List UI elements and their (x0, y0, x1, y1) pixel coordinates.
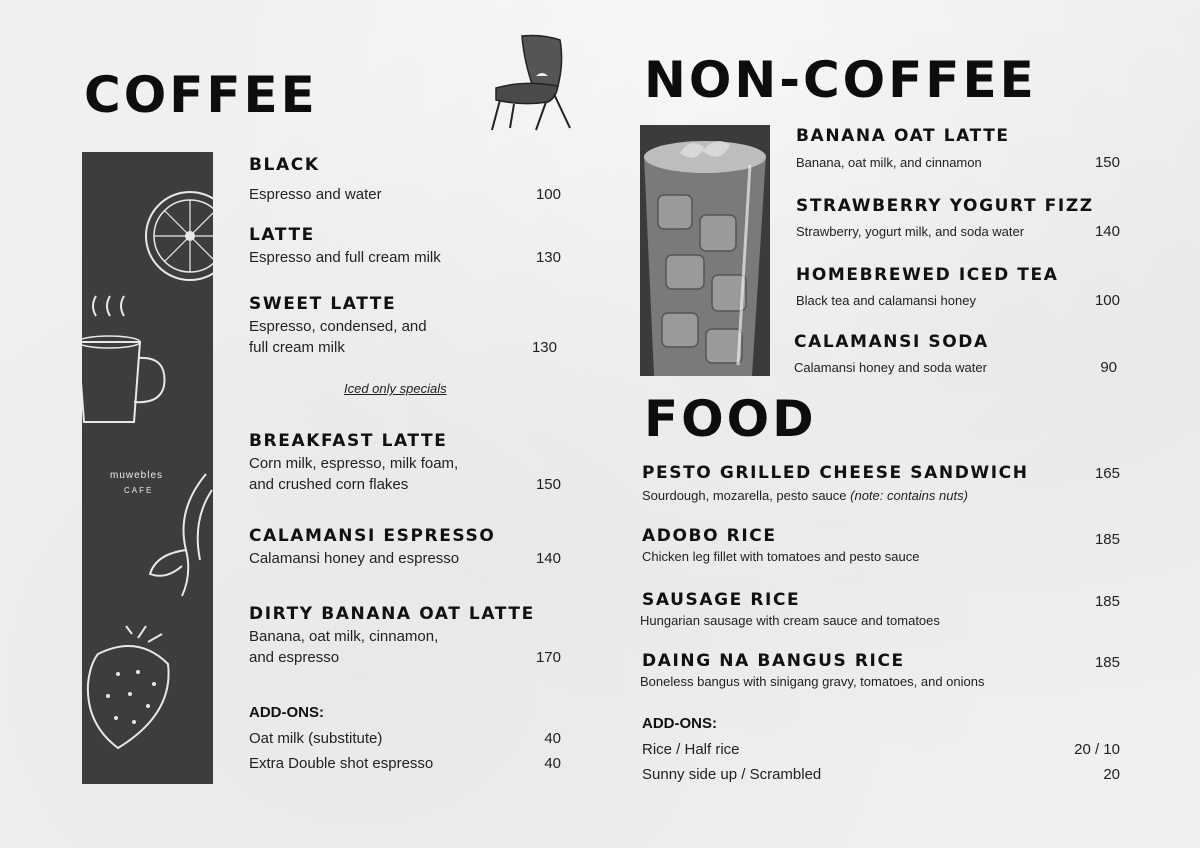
menu-item-name: DAING NA BANGUS RICE (642, 651, 905, 671)
menu-item-price: 140 (1094, 223, 1120, 240)
addon-name: Sunny side up / Scrambled (642, 766, 822, 783)
menu-item-name: DIRTY BANANA OAT LATTE (249, 604, 535, 624)
coffee-heading: COFFEE (84, 66, 318, 124)
menu-item-name: BREAKFAST LATTE (249, 431, 448, 451)
iced-drink-photo (640, 125, 770, 376)
menu-item-description: Banana, oat milk, cinnamon, (249, 628, 439, 645)
nuts-note: (note: contains nuts) (850, 488, 968, 503)
menu-item-price: 90 (1100, 359, 1117, 376)
menu-item-description: Calamansi honey and espresso (249, 550, 460, 567)
menu-item-description: Black tea and calamansi honey (796, 293, 976, 308)
coffee-illustration-banner (82, 152, 213, 784)
strawberry-icon (82, 624, 178, 754)
menu-item-description: Espresso and water (249, 186, 382, 203)
menu-item-description: Espresso and full cream milk (249, 249, 441, 266)
addon-price: 20 / 10 (1074, 741, 1120, 758)
menu-item-name: LATTE (249, 225, 315, 245)
banana-icon (146, 470, 213, 600)
menu-item-description: Banana, oat milk, and cinnamon (796, 155, 982, 170)
brand-line1: muwebles (110, 470, 164, 481)
food-item-desc-text: Sourdough, mozarella, pesto sauce (642, 488, 847, 503)
menu-item-name: CALAMANSI ESPRESSO (249, 526, 496, 546)
menu-item-price: 140 (535, 550, 561, 567)
menu-item-name: SAUSAGE RICE (642, 590, 801, 610)
menu-item-price: 150 (535, 476, 561, 493)
menu-item-description: Boneless bangus with sinigang gravy, tomatoes, and onions (640, 674, 985, 689)
addon-name: Rice / Half rice (642, 741, 740, 758)
menu-item-description: Chicken leg fillet with tomatoes and pesto sauce (642, 549, 920, 564)
menu-item-name: CALAMANSI SODA (794, 332, 989, 352)
iced-glass-image (640, 125, 770, 376)
menu-item-price: 150 (1094, 154, 1120, 171)
menu-item-name: SWEET LATTE (249, 294, 397, 314)
addon-price: 20 (1103, 766, 1120, 783)
brand-line2: CAFE (124, 486, 154, 495)
menu-item-price: 185 (1094, 593, 1120, 610)
menu-item-price: 170 (535, 649, 561, 666)
menu-item-description: Espresso, condensed, and (249, 318, 427, 335)
menu-item-name: HOMEBREWED ICED TEA (796, 265, 1059, 285)
menu-item-price: 100 (1094, 292, 1120, 309)
menu-item-description: and crushed corn flakes (249, 476, 409, 493)
menu-item-price: 185 (1094, 654, 1120, 671)
coffee-addons-title: ADD-ONS: (249, 704, 324, 721)
addon-name: Extra Double shot espresso (249, 755, 434, 772)
menu-item-name: BLACK (249, 155, 320, 175)
menu-item-description: Calamansi honey and soda water (794, 360, 987, 375)
chair-illustration (484, 32, 580, 132)
addon-price: 40 (544, 755, 561, 772)
menu-item-price: 185 (1094, 531, 1120, 548)
menu-item-description: full cream milk (249, 339, 345, 356)
menu-item-name: PESTO GRILLED CHEESE SANDWICH (642, 463, 1029, 483)
addon-name: Oat milk (substitute) (249, 730, 383, 747)
menu-item-name: STRAWBERRY YOGURT FIZZ (796, 196, 1094, 216)
menu-item-name: BANANA OAT LATTE (796, 126, 1010, 146)
menu-item-description: Corn milk, espresso, milk foam, (249, 455, 459, 472)
coffee-cup-icon (82, 286, 176, 436)
food-addons-title: ADD-ONS: (642, 715, 717, 732)
menu-item-description (642, 487, 968, 505)
food-heading: FOOD (644, 390, 817, 448)
menu-item-description: and espresso (249, 649, 340, 666)
menu-item-price: 130 (535, 249, 561, 266)
menu-item-name: ADOBO RICE (642, 526, 777, 546)
iced-only-note: Iced only specials (344, 381, 447, 396)
menu-item-description: Strawberry, yogurt milk, and soda water (796, 224, 1025, 239)
addon-price: 40 (544, 730, 561, 747)
menu-item-price: 165 (1094, 465, 1120, 482)
non-coffee-heading: NON-COFFEE (644, 51, 1037, 109)
menu-item-price: 130 (531, 339, 557, 356)
lemon-icon (134, 180, 213, 290)
menu-item-price: 100 (535, 186, 561, 203)
menu-item-description: Hungarian sausage with cream sauce and tomatoes (640, 613, 940, 628)
